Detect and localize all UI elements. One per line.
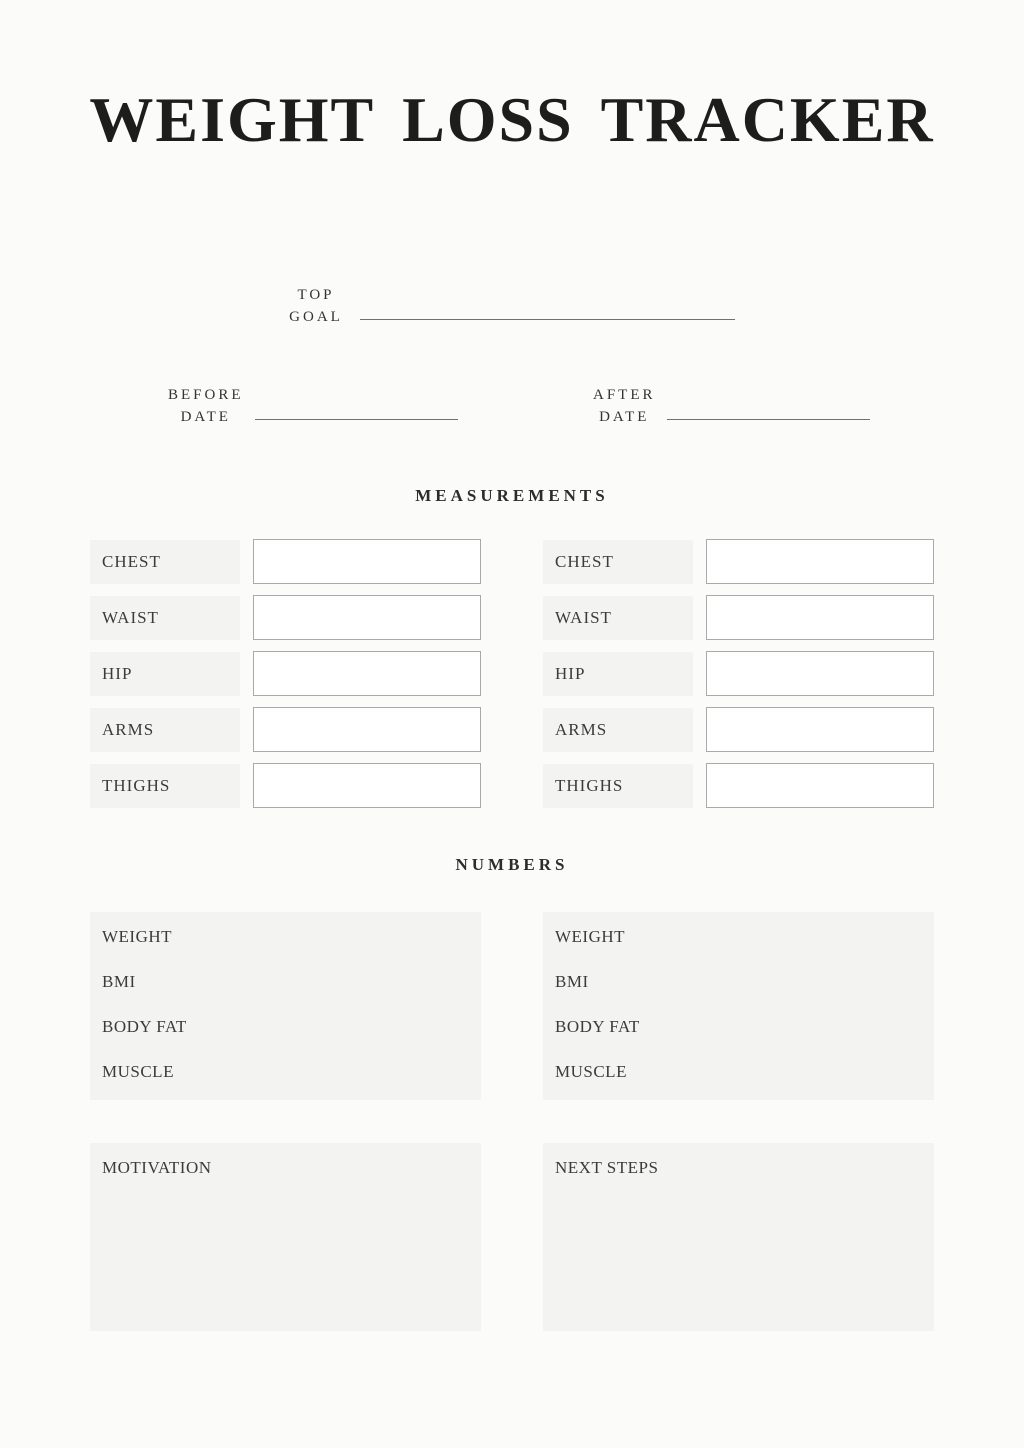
measurement-row-waist-before [90, 595, 481, 640]
measurement-label-thighs: THIGHS [543, 764, 693, 808]
motivation-label: MOTIVATION [102, 1158, 212, 1177]
next-steps-label: NEXT STEPS [555, 1158, 659, 1177]
measurement-row-waist-after [543, 595, 934, 640]
numbers-panel-after [543, 912, 934, 1100]
measurement-label-arms: ARMS [543, 708, 693, 752]
measurement-row-thighs-after [543, 763, 934, 808]
next-steps-panel [543, 1143, 934, 1331]
top-goal-label-line2: GOAL [289, 309, 343, 325]
numbers-row [90, 912, 934, 1100]
before-date-label-line2: DATE [180, 409, 231, 425]
after-date-label [593, 384, 656, 428]
after-date-label-line1: AFTER [593, 387, 656, 403]
measurements-grid [90, 539, 934, 808]
measurement-label-chest: CHEST [543, 540, 693, 584]
measurement-input-hip-before[interactable] [253, 651, 481, 696]
number-label-body-fat: BODY FAT [555, 1017, 640, 1036]
measurement-row-hip-after [543, 651, 934, 696]
before-date-label-line1: BEFORE [168, 387, 244, 403]
measurement-input-arms-after[interactable] [706, 707, 934, 752]
measurement-input-chest-before[interactable] [253, 539, 481, 584]
measurement-input-hip-after[interactable] [706, 651, 934, 696]
measurement-row-thighs-before [90, 763, 481, 808]
measurement-input-thighs-before[interactable] [253, 763, 481, 808]
before-date-input[interactable] [255, 400, 458, 420]
number-label-bmi: BMI [555, 972, 589, 991]
numbers-heading: NUMBERS [455, 855, 569, 874]
motivation-panel [90, 1143, 481, 1331]
before-date-label [168, 384, 244, 428]
top-goal-label [289, 284, 343, 328]
number-label-muscle: MUSCLE [555, 1062, 627, 1081]
numbers-panel-before [90, 912, 481, 1100]
measurement-input-thighs-after[interactable] [706, 763, 934, 808]
measurement-label-thighs: THIGHS [90, 764, 240, 808]
top-goal-input[interactable] [360, 300, 735, 320]
after-date-label-line2: DATE [599, 409, 650, 425]
measurements-heading: MEASUREMENTS [415, 486, 609, 505]
number-label-bmi: BMI [102, 972, 136, 991]
top-goal-label-line1: TOP [297, 287, 335, 303]
number-label-muscle: MUSCLE [102, 1062, 174, 1081]
measurement-row-chest-before [90, 539, 481, 584]
number-label-weight: WEIGHT [555, 927, 626, 946]
top-goal-row [0, 284, 1024, 328]
notes-row [90, 1143, 934, 1331]
measurement-label-arms: ARMS [90, 708, 240, 752]
page-title: WEIGHT LOSS TRACKER [89, 84, 935, 155]
measurement-label-chest: CHEST [90, 540, 240, 584]
measurement-label-waist: WAIST [543, 596, 693, 640]
before-date-group [168, 384, 458, 428]
measurement-row-hip-before [90, 651, 481, 696]
measurement-input-chest-after[interactable] [706, 539, 934, 584]
date-row [0, 384, 1024, 430]
measurement-row-chest-after [543, 539, 934, 584]
after-date-input[interactable] [667, 400, 870, 420]
measurement-label-hip: HIP [543, 652, 693, 696]
measurement-label-waist: WAIST [90, 596, 240, 640]
after-date-group [593, 384, 870, 428]
measurement-input-waist-before[interactable] [253, 595, 481, 640]
measurement-input-arms-before[interactable] [253, 707, 481, 752]
measurement-label-hip: HIP [90, 652, 240, 696]
number-label-weight: WEIGHT [102, 927, 173, 946]
measurement-input-waist-after[interactable] [706, 595, 934, 640]
measurement-row-arms-after [543, 707, 934, 752]
number-label-body-fat: BODY FAT [102, 1017, 187, 1036]
measurement-row-arms-before [90, 707, 481, 752]
